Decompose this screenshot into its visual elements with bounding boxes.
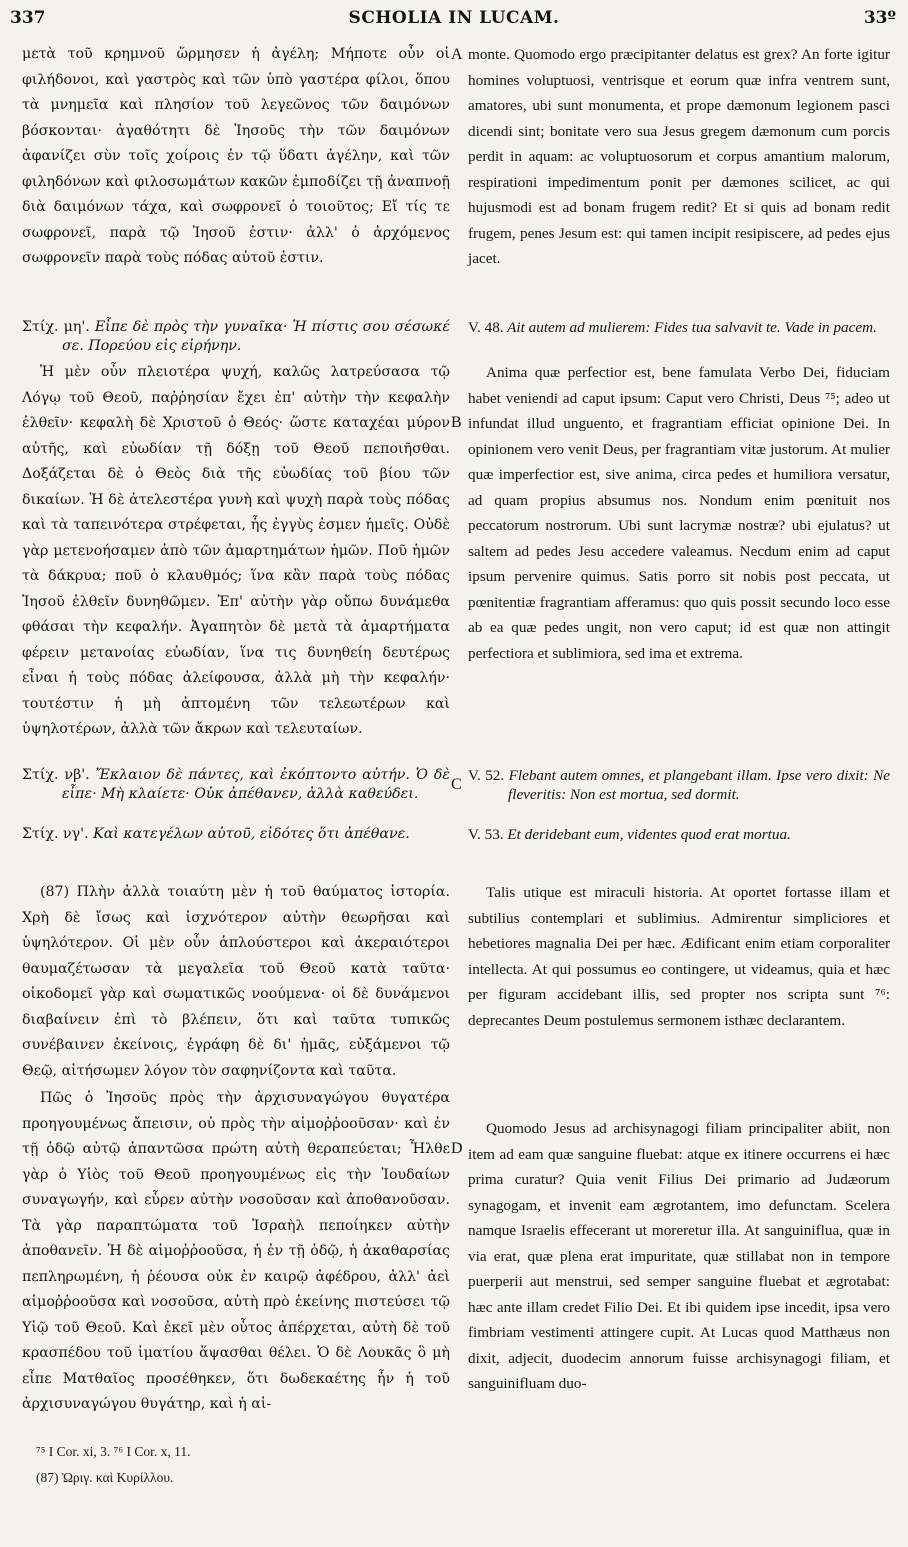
latin-paragraph-2: Anima quæ perfectior est, bene famulata Verbo Dei, fiduciam habet veniendi ad caput ipsum: Caput vero Christi, Deus ⁷⁵; adeo ut infundat illud unguento, et fragrantiam efficiat opinione Dei. In opinionem vero venit Deus, per fragrantiam vitæ justorum. At mulier quæ imperfectior est, sive anima, circa pedes et humiliora versatur, ad quam propius absumus nos. Nondum enim pœnituit nos peccatorum nostrorum. Ubi sunt lacrymæ nostræ? ubi ejulatus? ut saltem ad pedes Jesu accedere valeamus. Necdum enim ad caput ipsum pervenire quimus. Satis porro sit nobis post peccata, ut pœnitentiæ fragrantiam afferamus: quo quis possit secundo loco esse ab ea quæ pedes ungit, non vero caput; id est quæ non attingit perfectiora et sublimiora, sed ima et extrema. xyxy=(468,364,890,662)
greek-verse-53 xyxy=(22,825,450,844)
latin-paragraph-1: monte. Quomodo ergo præcipitanter delatus est grex? An forte igitur homines voluptuosi, ventrisque et eorum quæ infra ventrem sunt, amatores, ubi sunt monumenta, et prope dæmonum legionem pasci dicendi sint; bonitate vero sua Jesus gregem dæmonum cum porcis perdit in aquam: ac voluptuosorum et corpus amantium malorum, respirationi impedimentum ponit per dæmones scilicet, ac qui hujusmodi est ad bonam frugem redit? Et si quis ad bonam redit frugem, penes Jesum est: qui tamen incipit resipiscere, ad pedes ejus jacet. xyxy=(468,46,890,267)
verse-number: V. 52. xyxy=(468,767,505,784)
running-title: SCHOLIA IN LUCAM. xyxy=(348,8,560,28)
page-number-right: 33º xyxy=(863,8,896,28)
verse-text: Ἔκλαιον δὲ πάντες, καὶ ἐκόπτοντο αὐτήν. Ὁ δὲ εἶπε· Μὴ κλαίετε· Οὐκ ἀπέθανεν, ἀλλὰ καθεύδει. xyxy=(62,767,450,802)
verse-text: Εἶπε δὲ πρὸς τὴν γυναῖκα· Ἡ πίστις σου σέσωκέ σε. Πορεύου εἰς εἰρήνην. xyxy=(62,319,450,354)
margin-marker-d: D xyxy=(451,1140,463,1157)
greek-verse-48 xyxy=(22,318,450,356)
page-number-left: 337 xyxy=(10,8,46,28)
latin-paragraph-3: Talis utique est miraculi historia. At oportet fortasse illam et subtilius contemplari et sublimius. Admirentur simpliciores et hebetiores magnalia Dei per hæc. Ædificant enim etiam corporaliter intellecta. At qui possumus eo contingere, ut videamus, quia et hæc per figuram accidebant illis, sed propter nos scripta sunt ⁷⁶: deprecantes Deum postulemus sermonem isthæc declarantem. xyxy=(468,884,890,1029)
margin-marker-b: B xyxy=(451,414,462,431)
page-header xyxy=(0,8,908,34)
footnote-87: (87) Ὠριγ. καὶ Κυρίλλου. xyxy=(36,1470,174,1485)
margin-marker-c: C xyxy=(451,776,462,793)
margin-marker-a: A xyxy=(451,46,463,63)
verse-number: Στίχ. νγ'. xyxy=(22,826,89,842)
latin-verse-53 xyxy=(468,825,890,844)
verse-text: Καὶ κατεγέλων αὐτοῦ, εἰδότες ὅτι ἀπέθανε. xyxy=(93,826,410,842)
footnote-references: ⁷⁵ I Cor. xi, 3. ⁷⁶ I Cor. x, 11. xyxy=(36,1444,191,1459)
greek-paragraph-3: (87) Πλὴν ἀλλὰ τοιαύτη μὲν ἡ τοῦ θαύματος ἱστορία. Χρὴ δὲ ἴσως καὶ ἰσχνότερον αὐτὴν θεωρῆσαι καὶ ὑψηλότερον. Οἱ μὲν οὖν ἁπλούστεροι καὶ ἀκεραιότεροι θαυμαζέτωσαν τὰ μεγαλεῖα τοῦ Θεοῦ κατὰ ταῦτα· οἰκοδομεῖ γὰρ καὶ σωματικῶς νοούμενα· οἱ δὲ δυνάμενοι διαβαίνειν ἐπὶ τὸ βλέπειν, ὅτι καὶ ταῦτα τυπικῶς συνέβαινεν ἐκείνοις, ἐγράφη δὲ δι' ἡμᾶς, εὐξάμενοι τῷ Θεῷ, αἰτήσωμεν λόγον τὸν σαφηνίζοντα καὶ ταῦτα. xyxy=(22,884,450,1079)
latin-verse-48 xyxy=(468,318,890,337)
verse-number: Στίχ. νβ'. xyxy=(22,767,90,783)
verse-text: Ait autem ad mulierem: Fides tua salvavit te. Vade in pacem. xyxy=(507,319,877,336)
verse-number: V. 53. xyxy=(468,826,504,843)
verse-number: V. 48. xyxy=(468,319,504,336)
greek-paragraph-1: μετὰ τοῦ κρημνοῦ ὥρμησεν ἡ ἀγέλη; Μήποτε οὖν οἱ φιλήδονοι, καὶ γαστρὸς καὶ τῶν ὑπὸ γαστέρα φίλοι, ὅπου τὰ μνημεῖα καὶ πλησίον τοῦ λεγεῶνος τῶν δαιμόνων βόσκονται· ἀγαθότητι δὲ Ἰησοῦς τὴν τῶν δαιμόνων ἀφανίζει σὺν τοῖς χοίροις ἐν τῷ ὕδατι ἀγέλην, καὶ τῶν φιληδόνων καὶ φιλοσωμάτων κακῶν ἐμποδίζει τῇ ἀναπνοῇ διὰ δαιμόνων τάχα, καὶ σωφρονεῖ ὁ τοιοῦτος; Εἴ τίς τε σωφρονεῖ, παρὰ τῷ Ἰησοῦ ἐστιν· ἀλλ' ὁ ἀρχόμενος σωφρονεῖν παρὰ τοὺς πόδας αὐτοῦ ἐστιν. xyxy=(22,46,450,266)
greek-verse-52 xyxy=(22,766,450,804)
verse-text: Et deridebant eum, videntes quod erat mortua. xyxy=(507,826,791,843)
greek-paragraph-4: Πῶς ὁ Ἰησοῦς πρὸς τὴν ἀρχισυναγώγου θυγατέρα προηγουμένως ἄπεισιν, οὐ πρὸς τὴν αἱμοῤῥοοῦσαν· καὶ ἐν τῇ ὁδῷ αὐτῷ ἀπαντῶσα πρώτη αὐτὴ θεραπεύεται; Ἦλθε γὰρ ὁ Υἱὸς τοῦ Θεοῦ προηγουμένως εἰς τὴν Ἰουδαίων συναγωγήν, καὶ εὗρεν αὐτὴν νοσοῦσαν καὶ ἀποθανοῦσαν. Τὰ γὰρ παραπτώματα τοῦ Ἰσραὴλ πεποίηκεν αὐτὴν ἀποθανεῖν. Ἡ δὲ αἱμοῤῥοοῦσα, ἡ ἐν τῇ ὁδῷ, ἡ ἀκαθαρσίας πεπληρωμένη, ἡ ῥέουσα οὐκ ἐν καιρῷ ἀφέδρου, ἀλλ' ἀεὶ αἱμοῤῥοοῦσα καὶ νοσοῦσα, αὐτὴ πρὸ ἐκείνης πιστεύσει τῷ Υἱῷ τοῦ Θεοῦ. Καὶ ἐκεῖ μὲν οὗτος ἀπέρχεται, αὐτὴ δὲ τοῦ κρασπέδου τοῦ ἱματίου ἅψασθαι θέλει. Ὁ δὲ Λουκᾶς ὃ μὴ εἶπε Ματθαῖος προσέθηκεν, ὅτι δωδεκαέτης ἦν ἡ τοῦ ἀρχισυναγώγου θυγάτηρ, καὶ ἡ αἱ- xyxy=(22,1090,450,1412)
greek-paragraph-2: Ἡ μὲν οὖν πλειοτέρα ψυχή, καλῶς λατρεύσασα τῷ Λόγῳ τοῦ Θεοῦ, παῤῥησίαν ἔχει ἐπ' αὐτὴν τὴν κεφαλὴν ἐλθεῖν· κεφαλὴ δὲ Χριστοῦ ὁ Θεός· ὥστε καταχέαι μύρον αὐτῆς, καὶ εὐωδίαν τῇ δόξῃ τοῦ Θεοῦ πεποιῆσθαι. Δοξάζεται δὲ ὁ Θεὸς διὰ τῆς εὐωδίας τοῦ βίου τῶν δικαίων. Ἡ δὲ ἀτελεστέρα γυνὴ καὶ ψυχὴ παρὰ τοὺς πόδας καὶ τὰ ταπεινότερα στρέφεται, ἧς ἐγγὺς ἐσμεν ἡμεῖς. Οὐδὲ γὰρ μετενοήσαμεν ἀπὸ τῶν ἁμαρτημάτων ἡμῶν. Ποῦ ἡμῶν τὰ δάκρυα; ποῦ ὁ κλαυθμός; ἵνα κἂν παρὰ τοὺς πόδας Ἰησοῦ ἐλθεῖν δυνηθῶμεν. Ἐπ' αὐτὴν γὰρ οὔπω δυνάμεθα φθάσαι τὴν κεφαλήν. Ἀγαπητὸν δὲ μετὰ τὰ ἁμαρτήματα φέρειν μετανοίας εὐωδίαν, ἵνα τις δυνηθείη δευτέρως εἶναι ἡ τοὺς πόδας ἀλείφουσα, ἀλλὰ μὴ τὴν κεφαλήν· τουτέστιν ἡ μὴ ἁπτομένη τῶν τελεωτέρων καὶ ὑψηλοτέρων, ἀλλὰ τῶν ἄκρων καὶ τελευταίων. xyxy=(22,364,450,737)
latin-paragraph-4: Quomodo Jesus ad archisynagogi filiam principaliter abiit, non item ad eam quæ sanguine fluebat: atque ex itinere occurrens ei hæc prima curatur? Quia venit Filius Dei primario ad Judæorum synagogam, et invenit eam ægrotantem, imo defunctam. Scelera namque Israelis effecerant ut moreretur illa. At sanguinifluа, quæ in via erat, quæ plena erat impuritate, quæ stillabat non in tempore puerperii aut menstrui, sed semper sanguine fluebat et ægrotabat: hæc ante illam credet Filio Dei. Et ibi quidem ipse incedit, ipsa vero fimbriam vestimenti attingere cupit. At Lucas quod Matthæus non dixit, adjecit, duodecim annorum fuisse archisynagogi filiam, et sanguinifluam duo- xyxy=(468,1120,890,1392)
verse-number: Στίχ. μη'. xyxy=(22,319,90,335)
latin-verse-52 xyxy=(468,766,890,804)
verse-text: Flebant autem omnes, et plangebant illam. Ipse vero dixit: Ne fleveritis: Non est mortua, sed dormit. xyxy=(508,767,890,803)
